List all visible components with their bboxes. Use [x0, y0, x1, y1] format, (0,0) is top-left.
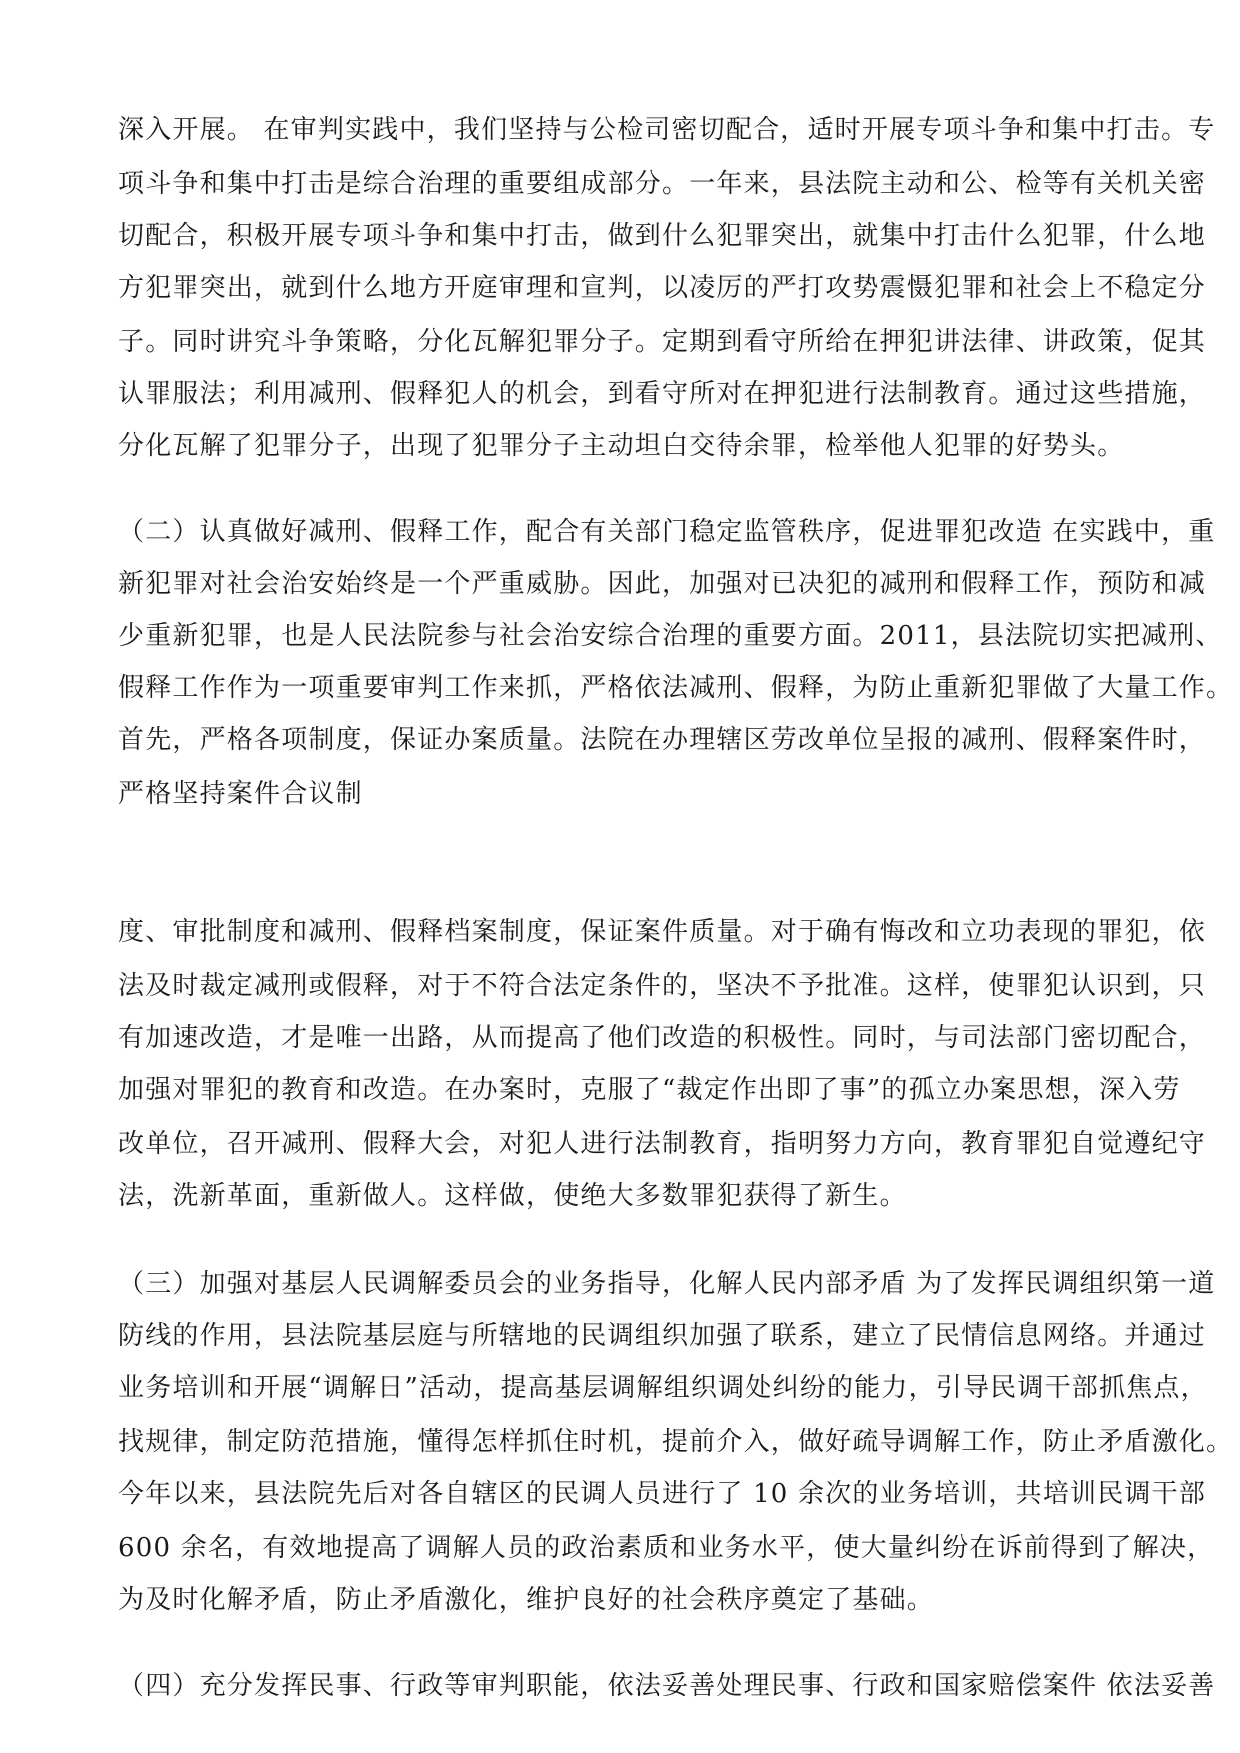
text-line: 法及时裁定减刑或假释，对于不符合法定条件的，坚决不予批准。这样，使罪犯认识到，只 — [118, 971, 1207, 1001]
text-line: 600 余名，有效地提高了调解人员的政治素质和业务水平，使大量纠纷在诉前得到了解决， — [118, 1533, 1215, 1563]
text-line: 加强对罪犯的教育和改造。在办案时，克服了“裁定作出即了事”的孤立办案思想，深入劳 — [118, 1075, 1181, 1105]
text-line: 为及时化解矛盾，防止矛盾激化，维护良好的社会秩序奠定了基础。 — [118, 1585, 935, 1615]
text-line: 有加速改造，才是唯一出路，从而提高了他们改造的积极性。同时，与司法部门密切配合， — [118, 1023, 1207, 1053]
text-line: 改单位，召开减刑、假释大会，对犯人进行法制教育，指明努力方向，教育罪犯自觉遵纪守 — [118, 1129, 1207, 1159]
text-line: 法，洗新革面，重新做人。这样做，使绝大多数罪犯获得了新生。 — [118, 1181, 907, 1211]
text-line: 防线的作用，县法院基层庭与所辖地的民调组织加强了联系，建立了民情信息网络。并通过 — [118, 1321, 1207, 1351]
text-line: 今年以来，县法院先后对各自辖区的民调人员进行了 10 余次的业务培训，共培训民调干部 — [118, 1479, 1207, 1509]
text-line: 切配合，积极开展专项斗争和集中打击，做到什么犯罪突出，就集中打击什么犯罪，什么地 — [118, 221, 1207, 251]
section-heading-line: （二）认真做好减刑、假释工作，配合有关部门稳定监管秩序，促进罪犯改造 在实践中，重 — [118, 517, 1216, 547]
text-line: 少重新犯罪，也是人民法院参与社会治安综合治理的重要方面。2011，县法院切实把减刑、 — [118, 621, 1223, 651]
text-line: 业务培训和开展“调解日”活动，提高基层调解组织调处纠纷的能力，引导民调干部抓焦点， — [118, 1373, 1208, 1403]
text-line: 度、审批制度和减刑、假释档案制度，保证案件质量。对于确有悔改和立功表现的罪犯，依 — [118, 917, 1207, 947]
text-line: 严格坚持案件合议制 — [118, 779, 363, 809]
text-line: 项斗争和集中打击是综合治理的重要组成部分。一年来，县法院主动和公、检等有关机关密 — [118, 169, 1207, 199]
text-line: 新犯罪对社会治安始终是一个严重威胁。因此，加强对已决犯的减刑和假释工作，预防和减 — [118, 569, 1207, 599]
section-heading-line: （三）加强对基层人民调解委员会的业务指导，化解人民内部矛盾 为了发挥民调组织第一道 — [118, 1269, 1216, 1299]
text-line: 首先，严格各项制度，保证办案质量。法院在办理辖区劳改单位呈报的减刑、假释案件时， — [118, 725, 1207, 755]
section-heading-line: （四）充分发挥民事、行政等审判职能，依法妥善处理民事、行政和国家赔偿案件 依法妥善 — [118, 1671, 1216, 1701]
text-line: 分化瓦解了犯罪分子，出现了犯罪分子主动坦白交待余罪，检举他人犯罪的好势头。 — [118, 431, 1125, 461]
text-line: 子。同时讲究斗争策略，分化瓦解犯罪分子。定期到看守所给在押犯讲法律、讲政策，促其 — [118, 327, 1207, 357]
text-line: 方犯罪突出，就到什么地方开庭审理和宣判，以凌厉的严打攻势震慑犯罪和社会上不稳定分 — [118, 273, 1207, 303]
text-line: 深入开展。 在审判实践中，我们坚持与公检司密切配合，适时开展专项斗争和集中打击。专 — [118, 115, 1216, 145]
text-line: 找规律，制定防范措施，懂得怎样抓住时机，提前介入，做好疏导调解工作，防止矛盾激化。 — [118, 1427, 1234, 1457]
text-line: 认罪服法；利用减刑、假释犯人的机会，到看守所对在押犯进行法制教育。通过这些措施， — [118, 379, 1207, 409]
text-line: 假释工作作为一项重要审判工作来抓，严格依法减刑、假释，为防止重新犯罪做了大量工作。 — [118, 673, 1234, 703]
